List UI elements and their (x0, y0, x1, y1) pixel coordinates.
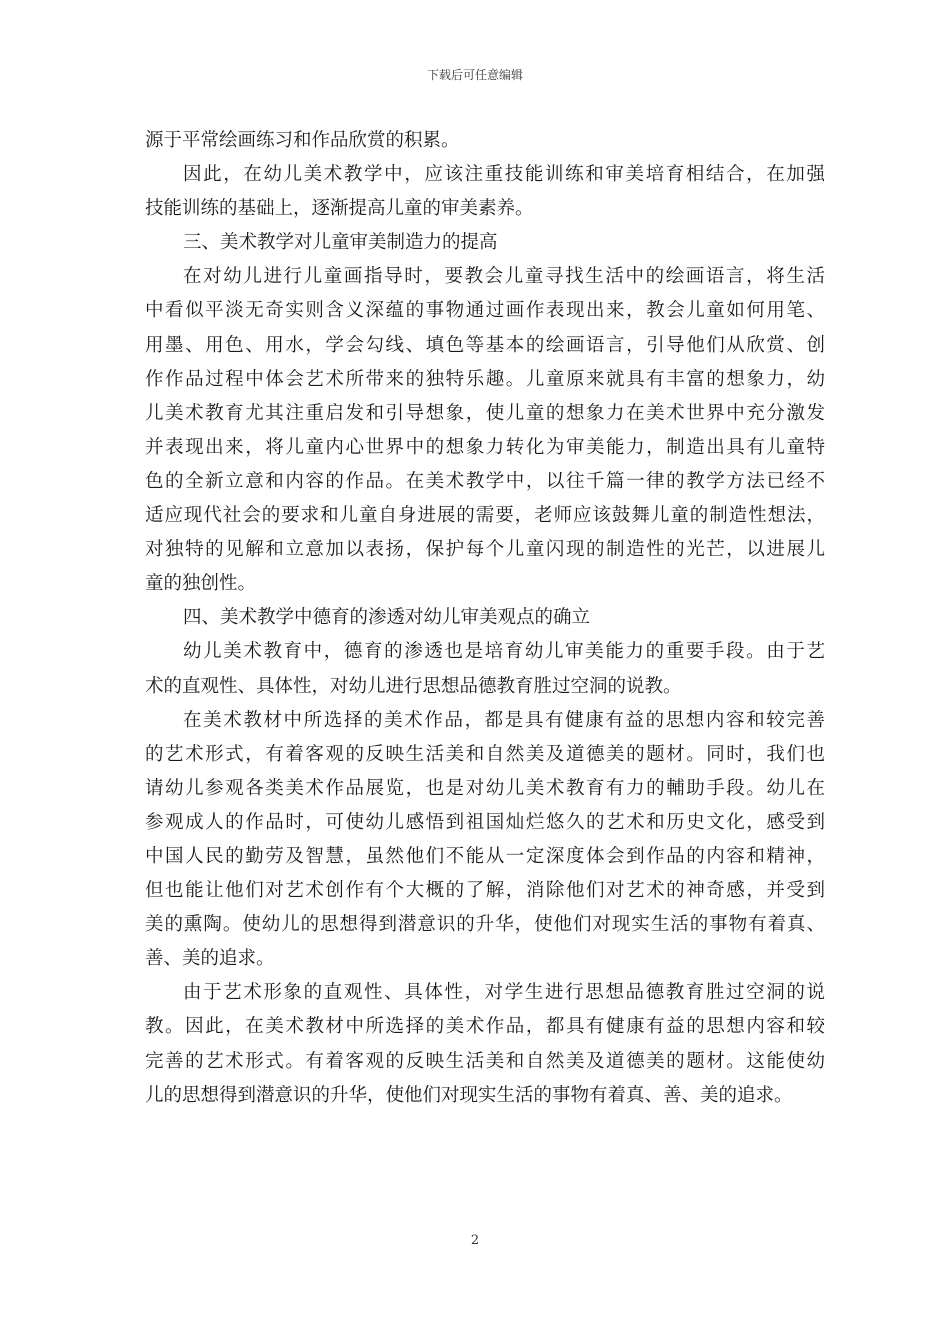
text-line: 中国人民的勤劳及智慧，虽然他们不能从一定深度体会到作品的内容和精神， (145, 845, 825, 867)
text-line: 完善的艺术形式。有着客观的反映生活美和自然美及道德美的题材。这能使幼 (145, 1050, 825, 1072)
text-line: 用墨、用色、用水，学会勾线、填色等基本的绘画语言，引导他们从欣赏、创 (145, 334, 825, 356)
text-line: 色的全新立意和内容的作品。在美术教学中，以往千篇一律的教学方法已经不 (145, 470, 825, 492)
text-line: 但也能让他们对艺术创作有个大概的了解，消除他们对艺术的神奇感，并受到 (145, 880, 825, 902)
page-header: 下载后可任意编辑 (426, 68, 523, 82)
text-line: 的艺术形式，有着客观的反映生活美和自然美及道德美的题材。同时，我们也 (145, 743, 825, 765)
text-line: 善、美的追求。 (145, 948, 275, 970)
text-line: 由于艺术形象的直观性、具体性，对学生进行思想品德教育胜过空洞的说 (183, 982, 825, 1004)
text-line: 参观成人的作品时，可使幼儿感悟到祖国灿烂悠久的艺术和历史文化，感受到 (145, 811, 825, 833)
text-line: 对独特的见解和立意加以表扬，保护每个儿童闪现的制造性的光芒，以进展儿 (145, 539, 825, 561)
text-line: 儿美术教育尤其注重启发和引导想象，使儿童的想象力在美术世界中充分激发 (145, 402, 825, 424)
text-line: 技能训练的基础上，逐渐提高儿童的审美素养。 (145, 198, 534, 220)
text-line: 幼儿美术教育中，德育的渗透也是培育幼儿审美能力的重要手段。由于艺 (183, 641, 825, 663)
text-line: 四、美术教学中德育的渗透对幼儿审美观点的确立 (183, 607, 591, 629)
body-text (145, 124, 825, 1113)
text-line: 在对幼儿进行儿童画指导时，要教会儿童寻找生活中的绘画语言，将生活 (183, 266, 825, 288)
text-line: 术的直观性、具体性，对幼儿进行思想品德教育胜过空洞的说教。 (145, 675, 682, 697)
text-line: 中看似平淡无奇实则含义深蕴的事物通过画作表现出来，教会儿童如何用笔、 (145, 300, 825, 322)
text-line: 源于平常绘画练习和作品欣赏的积累。 (145, 130, 460, 151)
text-line: 儿的思想得到潜意识的升华，使他们对现实生活的事物有着真、善、美的追求。 (145, 1084, 793, 1106)
text-line: 在美术教材中所选择的美术作品，都是具有健康有益的思想内容和较完善 (183, 709, 825, 731)
text-line: 作作品过程中体会艺术所带来的独特乐趣。儿童原来就具有丰富的想象力，幼 (145, 368, 825, 390)
text-line: 教。因此，在美术教材中所选择的美术作品，都具有健康有益的思想内容和较 (145, 1016, 825, 1038)
text-line: 请幼儿参观各类美术作品展览，也是对幼儿美术教育有力的輔助手段。幼儿在 (145, 777, 825, 799)
text-line: 三、美术教学对儿童审美制造力的提高 (183, 232, 498, 254)
text-line: 并表现出来，将儿童内心世界中的想象力转化为审美能力，制造出具有儿童特 (145, 436, 825, 458)
page-number: 2 (470, 1233, 480, 1248)
text-line: 因此，在幼儿美术教学中，应该注重技能训练和审美培育相结合，在加强 (183, 164, 825, 186)
text-line: 适应现代社会的要求和儿童自身进展的需要，老师应该鼓舞儿童的制造性想法， (145, 505, 825, 527)
text-line: 童的独创性。 (145, 573, 257, 595)
text-line: 美的熏陶。使幼儿的思想得到潜意识的升华，使他们对现实生活的事物有着真、 (145, 914, 825, 936)
